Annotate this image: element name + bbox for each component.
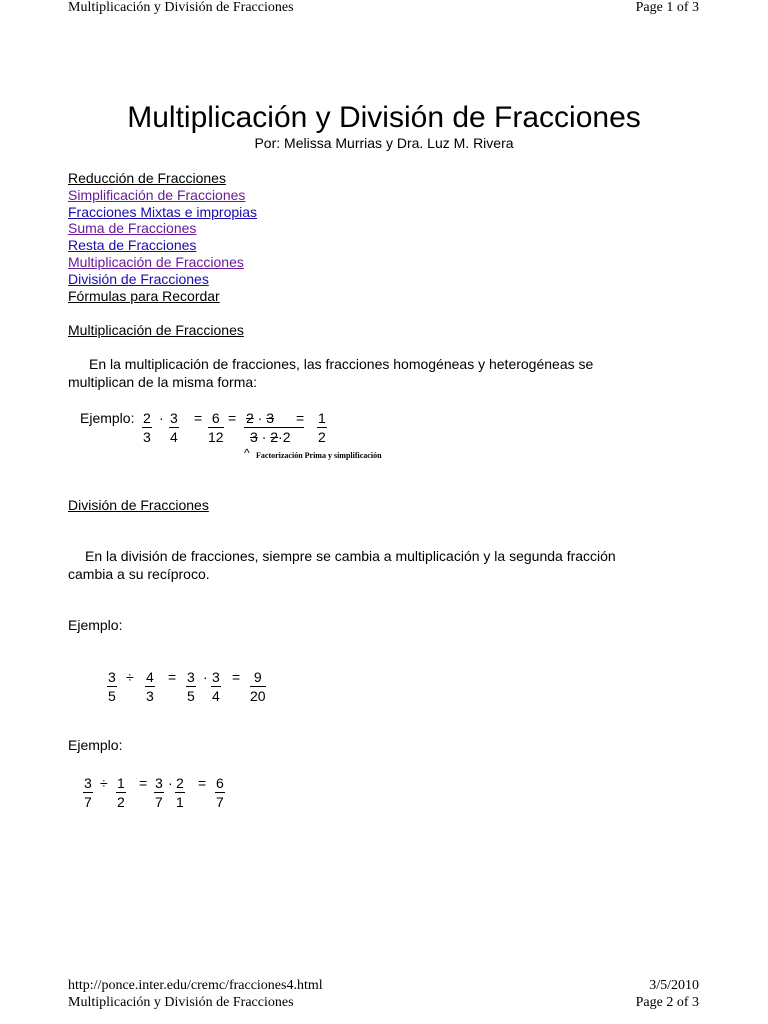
- example-label: Ejemplo:: [68, 617, 123, 633]
- numerator: 2: [143, 410, 151, 426]
- nav-link[interactable]: Resta de Fracciones: [68, 237, 197, 254]
- divide-sign: ÷: [126, 669, 134, 685]
- numerator: 6: [216, 775, 224, 791]
- nav-link[interactable]: Fracciones Mixtas e impropias: [68, 203, 258, 220]
- footer-title: Multiplicación y División de Fracciones: [68, 995, 294, 1010]
- cancelled-factor: 2: [270, 429, 279, 445]
- denominator: 7: [84, 794, 92, 810]
- mult-paragraph-line1: En la multiplicación de fracciones, las fracciones homogéneas y heterogéneas se: [89, 356, 594, 372]
- numerator: 3: [170, 410, 178, 426]
- nav-link[interactable]: Reducción de Fracciones: [68, 170, 226, 186]
- fraction: [186, 668, 196, 705]
- nav-link[interactable]: Fórmulas para Recordar: [68, 287, 220, 304]
- fraction: [107, 668, 117, 705]
- mult-heading[interactable]: Multiplicación de Fracciones: [68, 322, 244, 338]
- numerator: 3: [84, 775, 92, 791]
- denominator: 12: [208, 429, 224, 445]
- multiply-dot: ·: [203, 669, 208, 685]
- numerator: 1: [117, 775, 125, 791]
- equals-sign: =: [139, 775, 148, 791]
- page-title: Multiplicación y División de Fracciones: [127, 101, 641, 134]
- denominator: 4: [170, 429, 178, 445]
- numerator: 3: [187, 669, 195, 685]
- fraction: [142, 409, 152, 446]
- nav-link[interactable]: Multiplicación de Fracciones: [68, 253, 244, 270]
- mult-paragraph-line2: multiplican de la misma forma:: [68, 374, 258, 390]
- fraction: [215, 774, 225, 811]
- factorization-note: Factorización Prima y simplificación: [256, 451, 382, 460]
- fraction: [208, 409, 224, 446]
- denominator: 2: [318, 429, 326, 445]
- factored-fraction: [244, 409, 304, 446]
- equals-sign: =: [194, 410, 203, 426]
- footer-date: 3/5/2010: [649, 978, 699, 993]
- fraction: [250, 668, 266, 705]
- multiply-dot: ·: [159, 410, 164, 426]
- nav-link[interactable]: División de Fracciones: [68, 270, 209, 287]
- fraction: [116, 774, 126, 811]
- denominator: 1: [176, 794, 184, 810]
- cancelled-factor: 3: [250, 429, 258, 445]
- denominator: 7: [155, 794, 163, 810]
- equals-sign: =: [168, 669, 177, 685]
- fraction: [211, 668, 221, 705]
- equals-sign: =: [198, 775, 207, 791]
- div-heading[interactable]: División de Fracciones: [68, 497, 209, 513]
- div-paragraph-line1: En la división de fracciones, siempre se cambia a multiplicación y la segunda fracción: [85, 548, 616, 564]
- factor: 2: [282, 429, 291, 445]
- numerator: 1: [318, 410, 326, 426]
- equals-sign: =: [232, 669, 241, 685]
- header-title: Multiplicación y División de Fracciones: [68, 0, 294, 15]
- footer-url: http://ponce.inter.edu/cremc/fracciones4.html: [68, 978, 323, 993]
- fraction: [317, 409, 327, 446]
- denominator: 4: [212, 688, 220, 704]
- numerator: 3: [108, 669, 116, 685]
- numerator: 3: [155, 775, 163, 791]
- multiply-dot: ·: [257, 410, 263, 426]
- denominator: 7: [216, 794, 224, 810]
- fraction: [175, 774, 185, 811]
- multiply-dot: ·: [168, 775, 173, 791]
- denominator: 5: [108, 688, 116, 704]
- fraction: [169, 409, 179, 446]
- fraction: [154, 774, 164, 811]
- denominator: 5: [187, 688, 195, 704]
- numerator: 6: [208, 409, 224, 428]
- header-page-number: Page 1 of 3: [635, 0, 699, 15]
- cancelled-factor: 3: [266, 410, 275, 426]
- nav-link[interactable]: Simplificación de Fracciones: [68, 186, 246, 203]
- divide-sign: ÷: [100, 775, 108, 791]
- caret-marker: ^: [244, 446, 250, 460]
- denominator: 3: [146, 688, 154, 704]
- denominator: 20: [250, 688, 266, 704]
- equals-sign: =: [296, 410, 305, 426]
- fraction: [83, 774, 93, 811]
- example-label: Ejemplo:: [80, 410, 135, 426]
- numerator: 3: [212, 669, 220, 685]
- fraction: [145, 668, 155, 705]
- equals-sign: =: [228, 410, 237, 426]
- multiply-dot: ·: [261, 429, 267, 445]
- denominator: 2: [117, 794, 125, 810]
- denominator: 3: [143, 429, 151, 445]
- numerator: 2: [176, 775, 184, 791]
- footer-page-number: Page 2 of 3: [635, 995, 699, 1010]
- nav-link[interactable]: Suma de Fracciones: [68, 220, 197, 237]
- cancelled-factor: 2: [246, 410, 254, 426]
- numerator: 4: [146, 669, 154, 685]
- div-paragraph-line2: cambia a su recíproco.: [68, 566, 210, 582]
- page-subtitle: Por: Melissa Murrias y Dra. Luz M. Rivera: [254, 135, 514, 151]
- example-label: Ejemplo:: [68, 737, 123, 753]
- numerator: 9: [250, 668, 266, 687]
- topic-nav: [68, 170, 257, 304]
- multiply-dot: ·: [278, 429, 283, 445]
